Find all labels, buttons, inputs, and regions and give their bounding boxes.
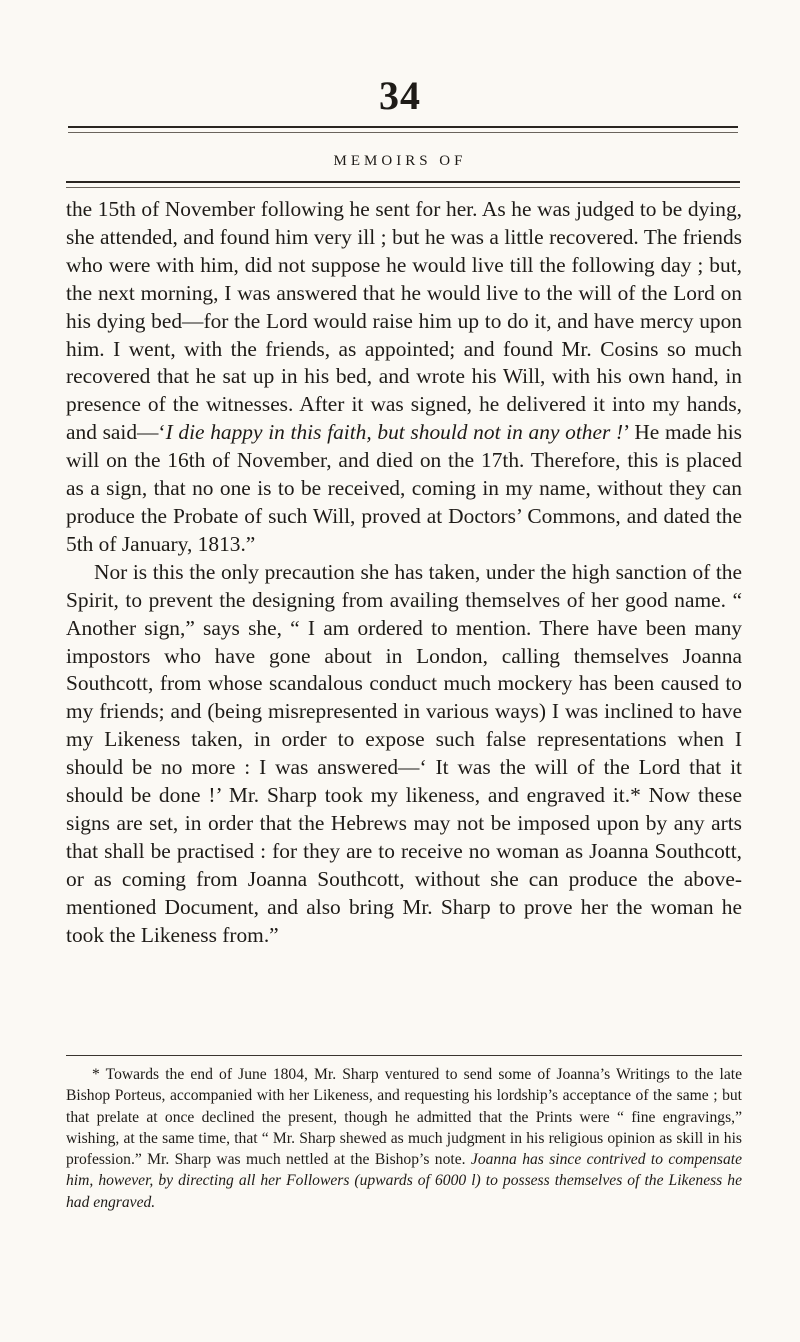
footnote-text: * Towards the end of June 1804, Mr. Sharp ventured to send some of Joanna’s Writings to the late Bishop Porteus, accompanied with her Likeness, and requesting his lordship’s acceptance of the same ; but that prelate at once declined the present, though he admitted that the Prints were “ fine engravings,” wishing, at the same time, that “ Mr. Sharp shewed as much judgment in his religious opinion as skill in his profession.” Mr. Sharp was much nettled at the Bishop’s note. [66,1066,742,1169]
header-rule-bottom [66,181,740,188]
header-rule-top [68,126,738,133]
paragraph-2: Nor is this the only precaution she has taken, under the high sanction of the Spirit, to prevent the designing from availing themselves of her good name. “ Another sign,” says she, “ I am ordered to mention. There have been many impostors who have gone about in London, calling themselves Joanna Southcott, from whose scandalous conduct much mockery has been caused to my friends; and (being misrepresented in various ways) I was inclined to have my Likeness taken, in order to expose such false representations when I should be no more : I was answered—‘ It was the will of the Lord that it should be done !’ Mr. Sharp took my likeness, and engraved it.* Now these signs are set, in order that the Hebrews may not be imposed upon by any arts that shall be practised : for they are to receive no woman as Joanna Southcott, or as coming from Joanna Southcott, without she can produce the above-mentioned Document, and also bring Mr. Sharp to prove her the woman he took the Likeness from.” [66,559,742,947]
paragraph-1-text-b: ’ He made his will on the 16th of November, and died on the 17th. Therefore, this is placed as a sign, that no one is to be received, coming in my name, without they can produce the Probate of such Will, proved at Doctors’ Commons, and dated the 5th of January, 1813.” [66,420,742,556]
body-text [66,196,742,949]
page-number: 34 [379,73,421,118]
footnote-paragraph [66,1064,742,1213]
footnote [66,1064,742,1213]
footnote-rule [66,1055,742,1056]
dying-words-quote: I die happy in this faith, but should not in any other ! [165,420,624,445]
paragraph-1 [66,196,742,559]
running-head: MEMOIRS OF [333,153,467,169]
paragraph-1-text-a: the 15th of November following he sent for her. As he was judged to be dying, she attended, and found him very ill ; but he was a little recovered. The friends who were with him, did not suppose he would live till the following day ; but, the next morning, I was answered that he would live to the will of the Lord on his dying bed—for the Lord would raise him up to do it, and have mercy upon him. I went, with the friends, as appointed; and found Mr. Cosins so much recovered that he sat up in his bed, and wrote his Will, with his own hand, in presence of the witnesses. After it was signed, he delivered it into my hands, and said—‘ [66,197,742,445]
footnote-italic-text: Joanna has since contrived to compensate him, however, by directing all her Followers (upwards of 6000 l) to possess themselves of the Likeness he had engraved. [66,1151,742,1211]
